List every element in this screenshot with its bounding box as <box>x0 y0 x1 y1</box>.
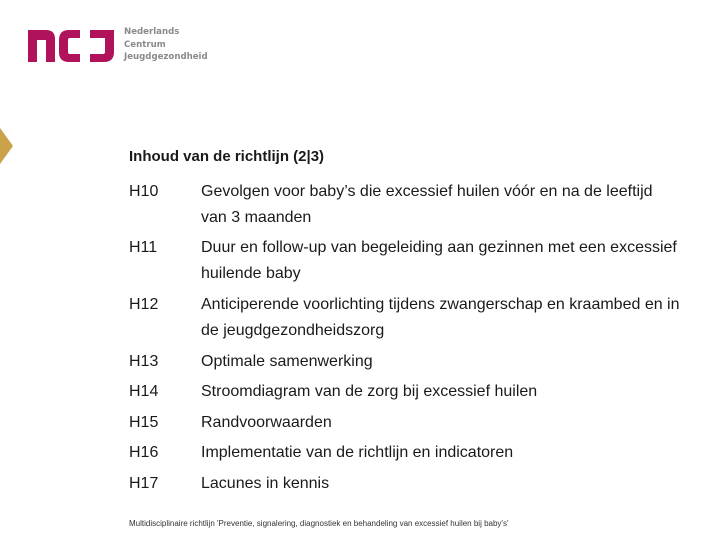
slide-title: Inhoud van de richtlijn (2|3) <box>129 148 325 165</box>
toc-item-code: H17 <box>129 475 159 492</box>
toc-item-code: H11 <box>129 239 158 256</box>
toc-item-code: H15 <box>129 414 159 431</box>
logo-organization-name <box>124 26 208 64</box>
toc-item-title: Gevolgen voor baby’s die excessief huilen vóór en na de leeftijd van 3 maanden <box>201 183 653 226</box>
logo-line: Centrum <box>124 39 166 50</box>
toc-item-title: Optimale samenwerking <box>201 353 373 370</box>
toc-item-title: Anticiperende voorlichting tijdens zwangerschap en kraambed en in de jeugdgezondheidszorg <box>201 296 680 339</box>
toc-item-title: Randvoorwaarden <box>201 414 332 431</box>
toc-item-code: H16 <box>129 444 159 461</box>
slide-footer: Multidisciplinaire richtlijn 'Preventie, signalering, diagnostiek en behandeling van excessief huilen bij baby's' <box>129 519 509 528</box>
slide-marker-arrow <box>0 128 13 164</box>
toc-item-code: H12 <box>129 296 159 313</box>
toc-item-code: H13 <box>129 353 159 370</box>
ncj-logo-mark <box>28 26 118 68</box>
logo-line: Nederlands <box>124 27 180 37</box>
toc-item-code: H14 <box>129 383 159 400</box>
ncj-logo <box>28 26 208 68</box>
logo-line: Jeugdgezondheid <box>124 52 208 62</box>
toc-item-code: H10 <box>129 183 159 200</box>
toc-item-title: Lacunes in kennis <box>201 475 330 492</box>
toc-item-title: Stroomdiagram van de zorg bij excessief huilen <box>201 383 538 400</box>
toc-item-title: Duur en follow-up van begeleiding aan gezinnen met een excessief huilende baby <box>201 239 677 282</box>
toc-item-title: Implementatie van de richtlijn en indicatoren <box>201 444 514 461</box>
